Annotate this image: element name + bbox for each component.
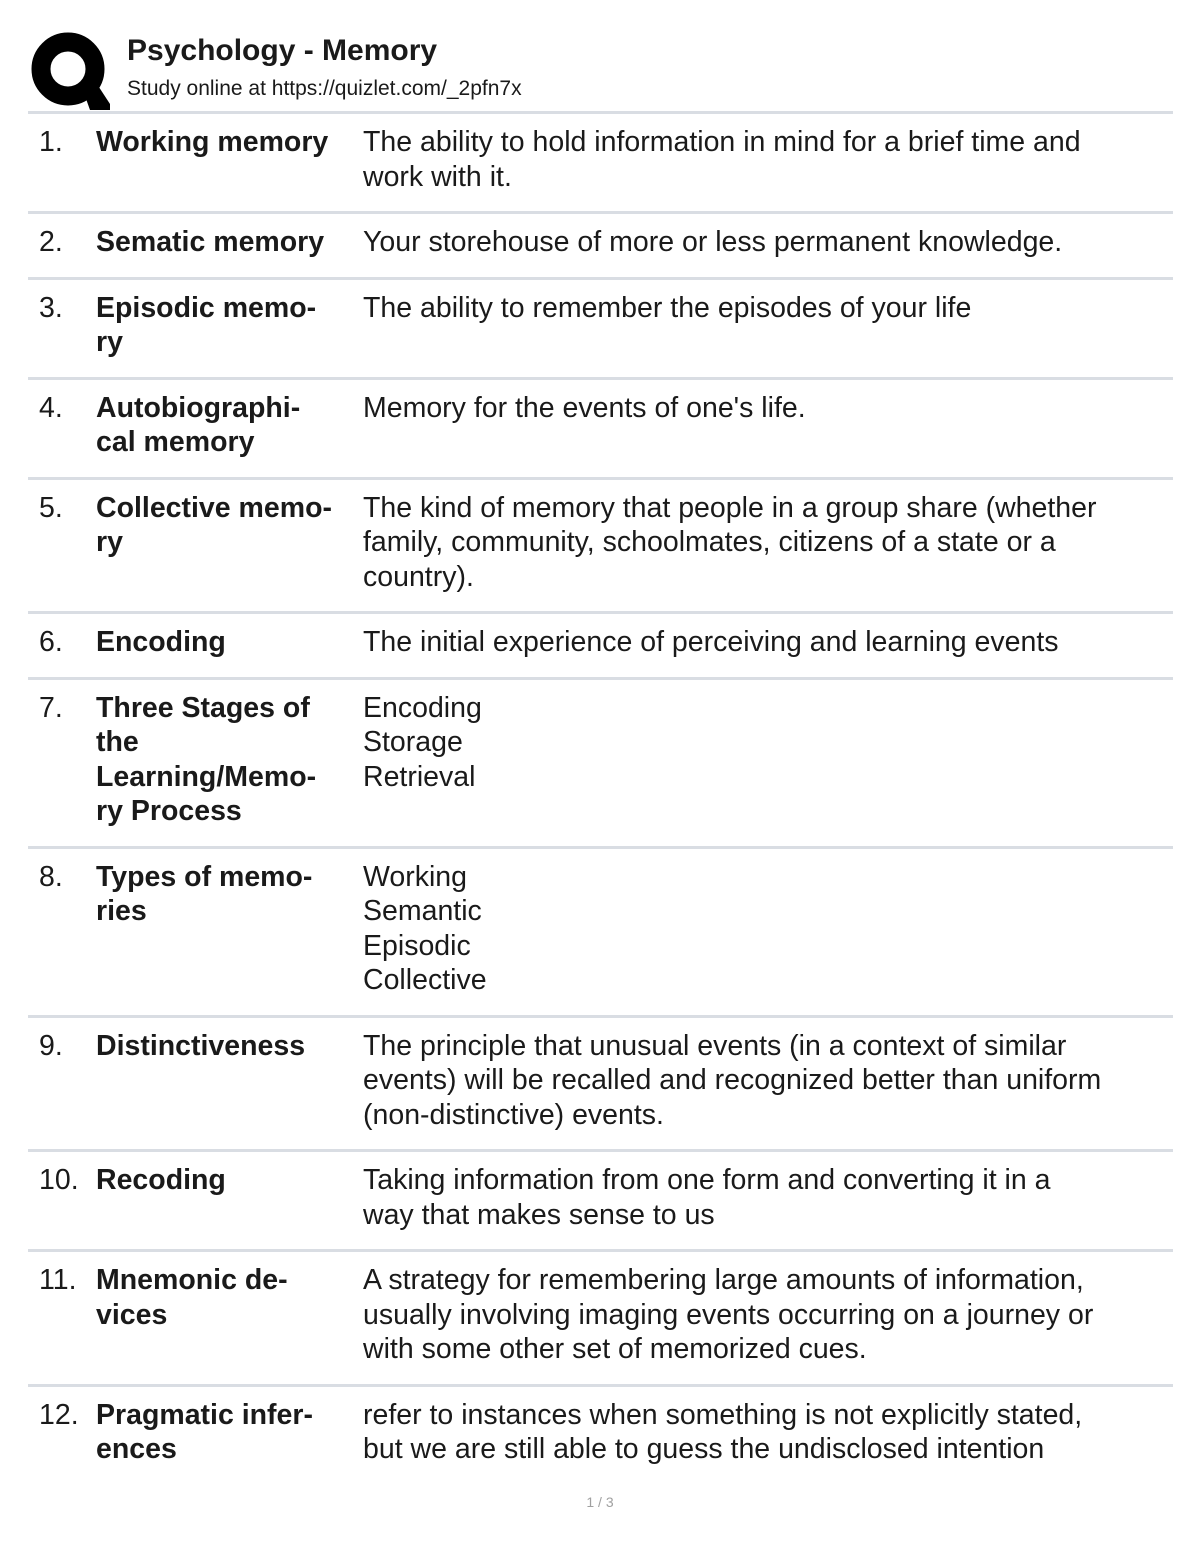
card-term: Autobiographi- cal memory [96,391,301,458]
card-definition: Taking information from one form and converting it in a way that makes sense to us [363,1164,1051,1231]
card-number: 7. [39,691,63,724]
card-term: Working memory [96,126,329,158]
card-number: 12. [39,1398,79,1431]
card-definition: Memory for the events of one's life. [363,391,806,424]
card-term: Three Stages of the Learning/Memo- ry Process [96,691,317,827]
card-number: 3. [39,291,63,324]
card-number: 10. [39,1164,79,1196]
card-row [28,614,1173,680]
card-term: Recoding [96,1164,226,1196]
card-row [28,1252,1173,1387]
card-number: 1. [39,126,63,158]
page-header [30,28,1173,108]
card-term: Episodic memo- ry [96,291,317,358]
card-number: 11. [39,1264,77,1296]
card-row [28,380,1173,480]
card-term: Encoding [96,626,226,658]
card-row [28,214,1173,280]
card-list [28,114,1173,1484]
card-term: Collective memo- ry [96,491,332,558]
study-link[interactable]: Study online at https://quizlet.com/_2pfn7x [127,77,522,100]
card-definition: Your storehouse of more or less permanent knowledge. [363,226,1063,258]
card-definition: The principle that unusual events (in a context of similar events) will be recalled and recognized better than uniform (non-distinctive) events. [363,1029,1102,1131]
card-term: Sematic memory [96,226,325,258]
card-row [28,114,1173,214]
card-definition: The ability to hold information in mind for a brief time and work with it. [363,126,1081,193]
card-term: Mnemonic de- vices [96,1264,288,1331]
card-term: Pragmatic infer- ences [96,1398,313,1465]
card-row [28,849,1173,1018]
card-row [28,680,1173,849]
card-row [28,1018,1173,1153]
card-term: Distinctiveness [96,1029,306,1062]
card-row [28,280,1173,380]
card-row [28,1152,1173,1252]
card-definition: Encoding Storage Retrieval [363,691,482,793]
card-number: 2. [39,226,63,258]
page-number: 1 / 3 [586,1494,614,1510]
card-definition: A strategy for remembering large amounts of information, usually involving imaging events occurring on a journey or with some other set of memorized cues. [363,1264,1094,1365]
card-row [28,1387,1173,1484]
card-definition: The ability to remember the episodes of your life [363,291,972,324]
card-row [28,480,1173,615]
card-number: 5. [39,491,63,524]
card-definition: refer to instances when something is not explicitly stated, but we are still able to guess the undisclosed intention [363,1398,1083,1465]
card-number: 9. [39,1029,63,1062]
card-definition: The initial experience of perceiving and learning events [363,626,1059,658]
quizlet-q-logo-icon [30,32,110,110]
page-title: Psychology - Memory [127,34,438,67]
card-number: 6. [39,626,63,658]
card-number: 4. [39,391,63,424]
card-definition: The kind of memory that people in a group share (whether family, community, schoolmates, citizens of a state or a country). [363,491,1097,593]
card-number: 8. [39,860,63,893]
card-term: Types of memo- ries [96,860,313,927]
card-definition: Working Semantic Episodic Collective [363,860,487,996]
